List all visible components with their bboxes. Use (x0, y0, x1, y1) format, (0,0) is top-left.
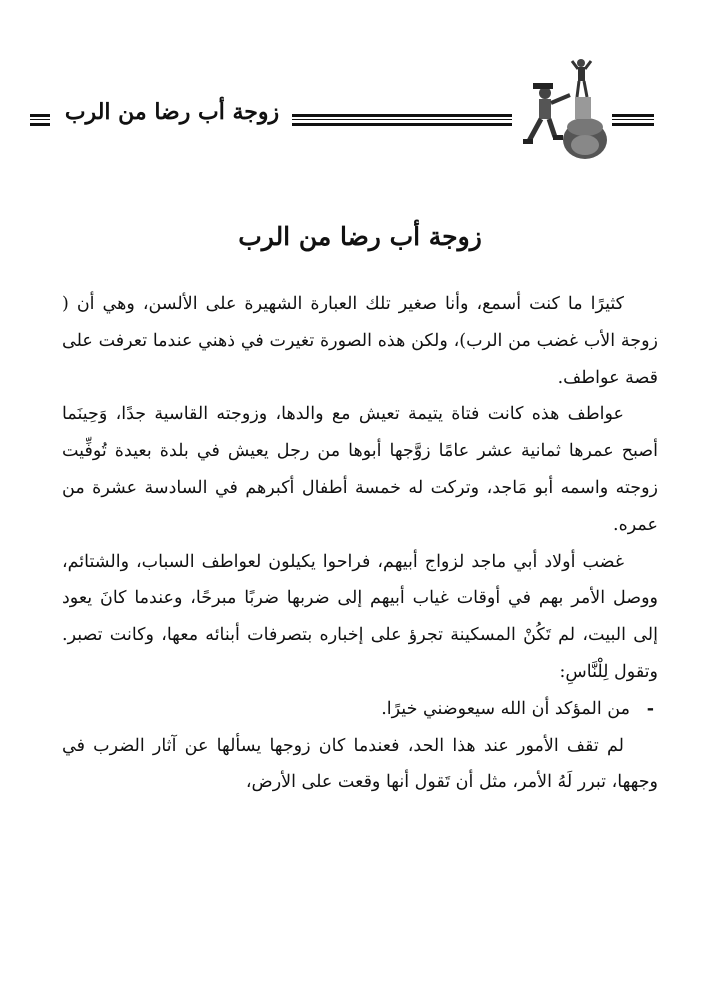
page-header (0, 55, 720, 165)
paragraph-3: غضب أولاد أبي ماجد لزواج أبيهم، فراحوا يكيلون لعواطف السباب، والشتائم، ووصل الأمر بهم في أوقات غياب أبيهم إلى ضربها ضربًا مبرحًا، وعندما كانَ يعود إلى البيت، لم تَكُنْ المسكينة تجرؤ على إخباره بتصرفات أبنائه معها، وكانت تصبر. وتقول لِلْنَّاسِ: (62, 551, 658, 682)
story-body (62, 286, 658, 801)
header-rule-right (612, 114, 654, 126)
bullet-item (62, 691, 658, 728)
bullet-text: من المؤكد أن الله سيعوضني خيرًا. (381, 698, 630, 719)
header-rule-left (30, 114, 50, 126)
figure-on-stone-icon (515, 55, 610, 160)
page-title: زوجة أب رضا من الرب (238, 222, 482, 251)
paragraph-1: كثيرًا ما كنت أسمع، وأنا صغير تلك العبارة الشهيرة على الألسن، وهي أن ( زوجة الأب غضب من الرب)، ولكن هذه الصورة تغيرت في ذهني عندما تعرفت على قصة عواطف. (62, 294, 658, 388)
paragraph-2: عواطف هذه كانت فتاة يتيمة تعيش مع والدها، وزوجته القاسية جدًا، وَحِينَما أصبح عمرها ثمانية عشر عامًا زوَّجها أبوها من رجل يعيش في بلدة بعيدة تُوفِّيت زوجته واسمه أبو مَاجد، وتركت له خمسة أطفال أكبرهم في السادسة عشرة من عمره. (62, 404, 658, 535)
paragraph-4: لم تقف الأمور عند هذا الحد، فعندما كان زوجها يسألها عن آثار الضرب في وجهها، تبرر لَهُ الأمر، مثل أن تَقول أنها وقعت على الأرض، (62, 735, 658, 793)
header-title: زوجة أب رضا من الرب (64, 99, 280, 125)
header-rule-middle (292, 114, 512, 126)
bullet-mark: - (646, 698, 654, 719)
